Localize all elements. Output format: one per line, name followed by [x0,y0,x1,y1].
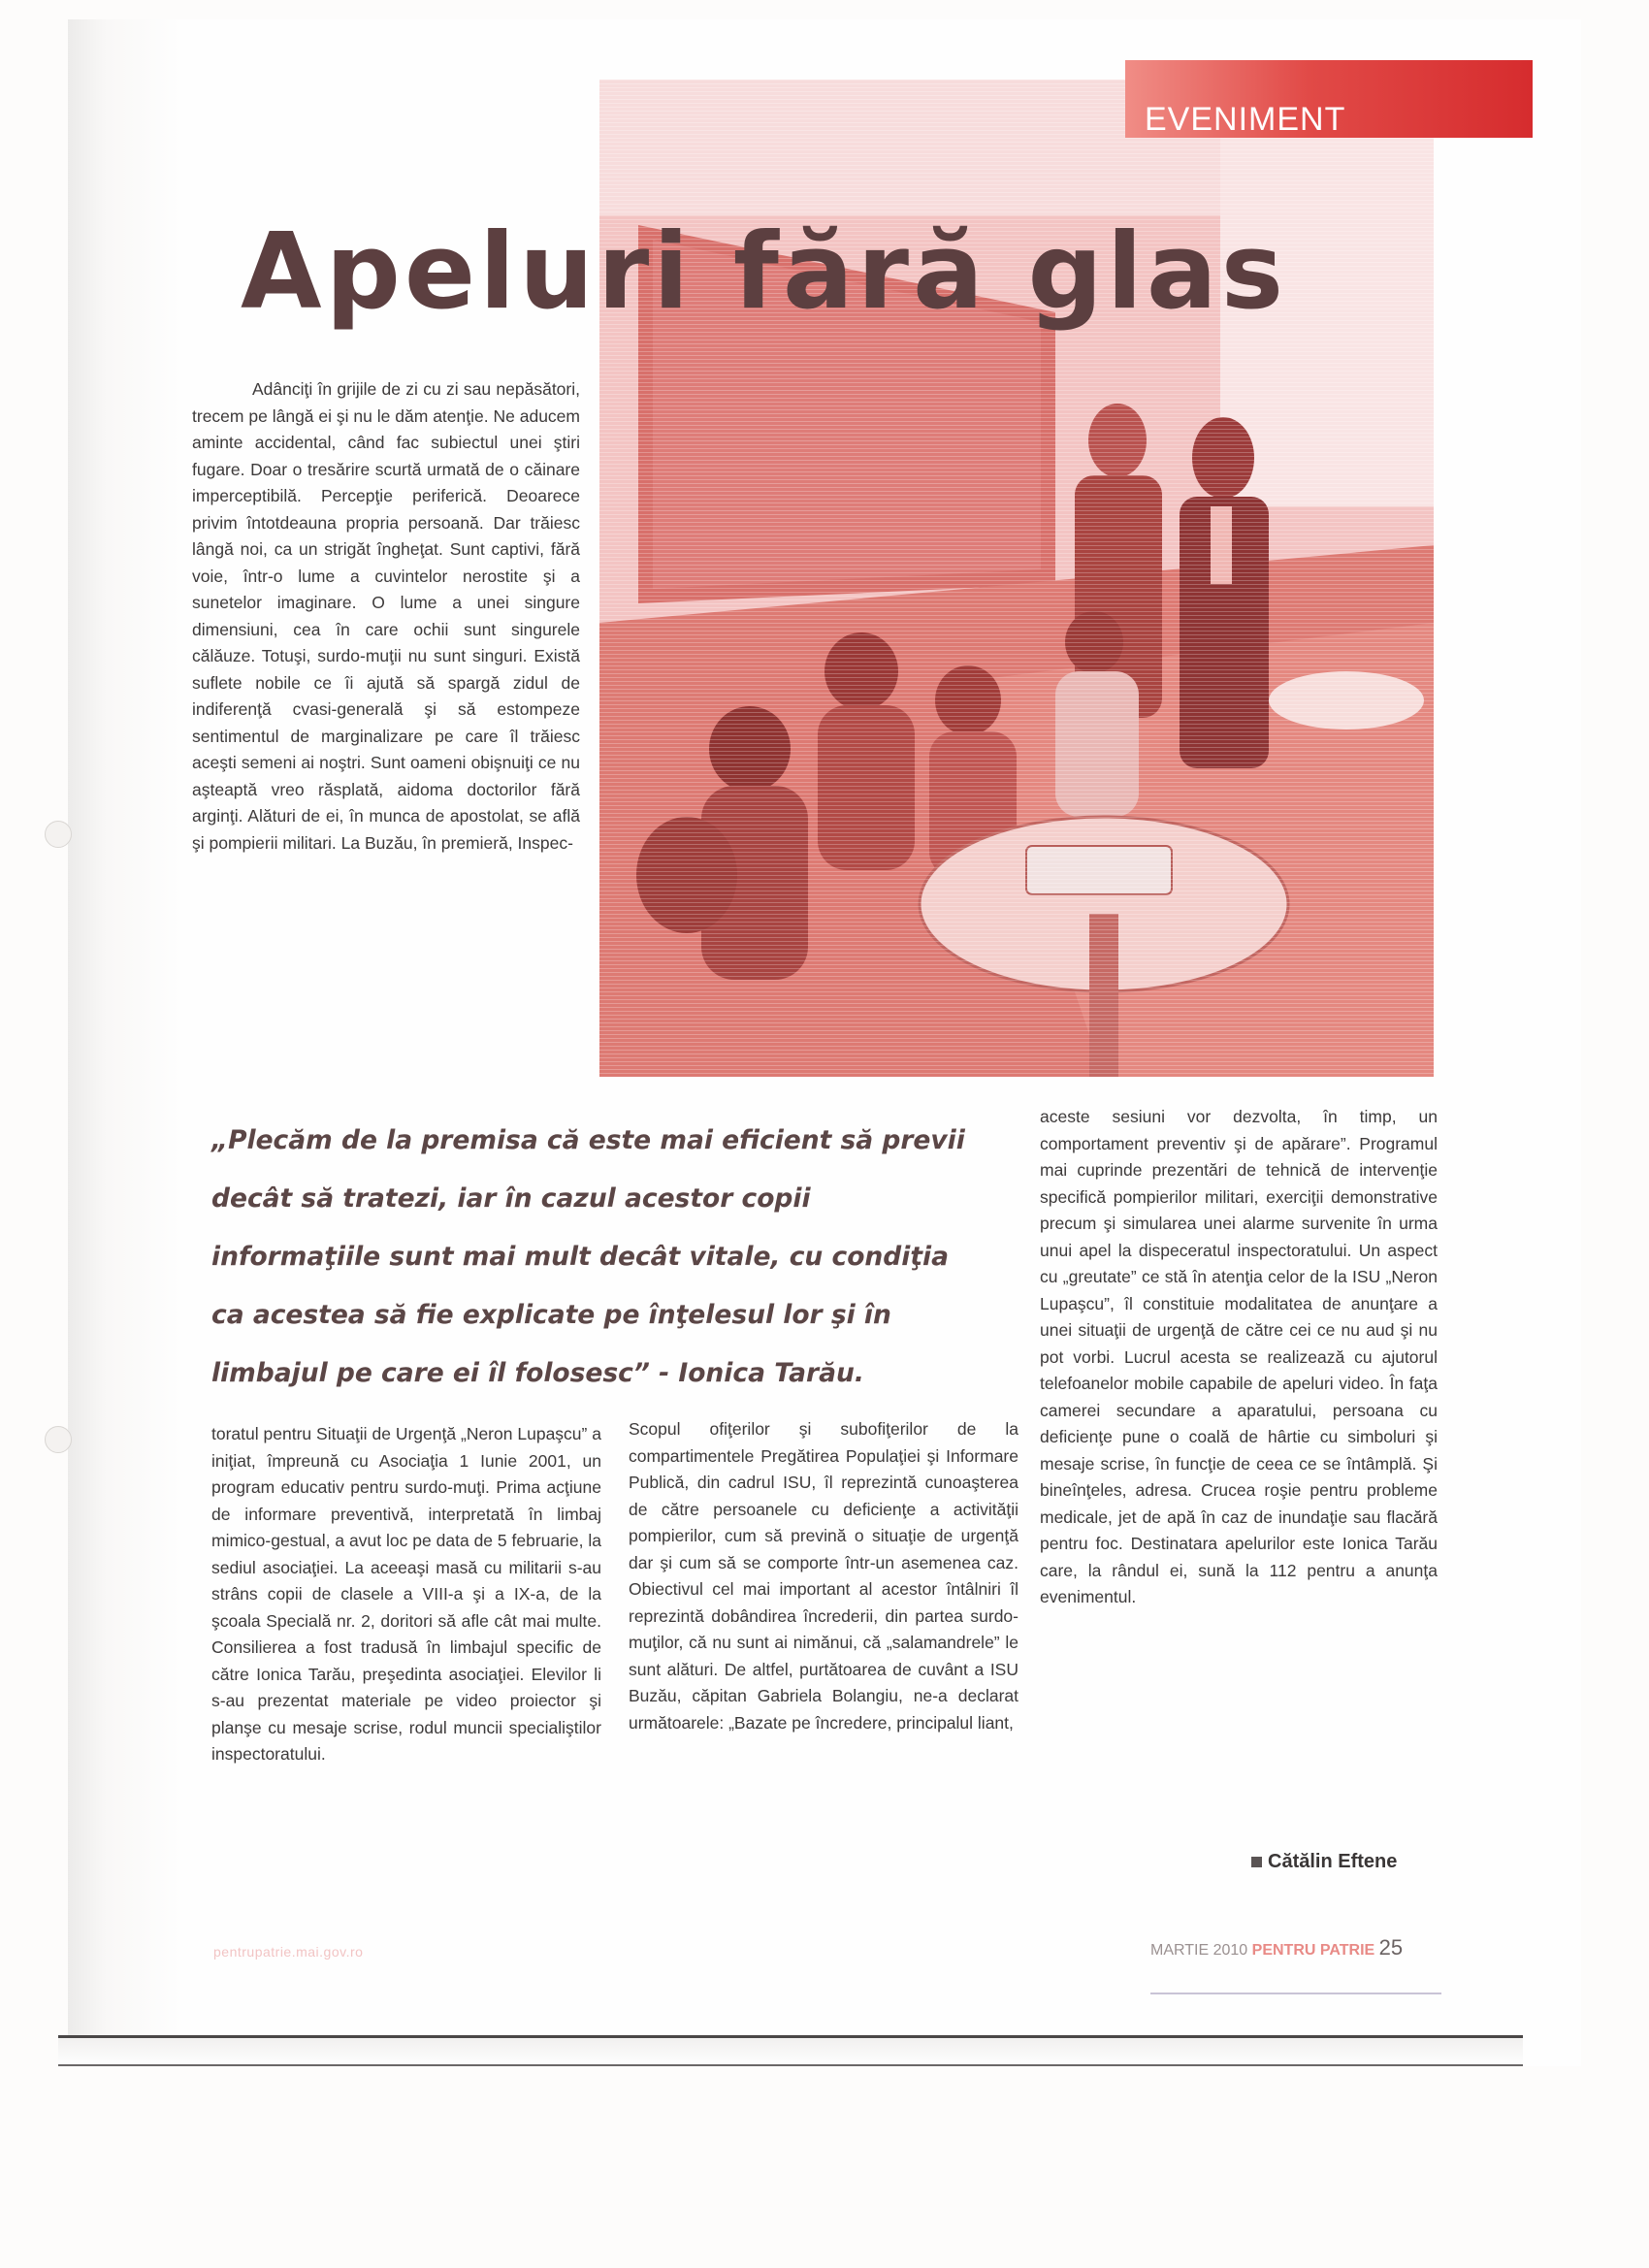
section-label: EVENIMENT [1125,60,1533,138]
body-column-3: aceste sesiuni vor dezvolta, în timp, un comportament preventiv şi de apărare”. Programul mai cuprinde prezentări de tehnică de intervenţie specifică pompierilor militari, exerciţii demonstrative precum şi simularea unei alarme survenite în urma unui apel la dispeceratul inspectoratului. Un aspect cu „greutate” ce stă în atenţia celor de la ISU „Neron Lupaşcu”, îl constituie modalitatea de anunţare a unei situaţii de urgenţă de către cei ce nu aud şi nu pot vorbi. Lucrul acesta se realizează cu ajutorul telefoanelor mobile capabile de apeluri video. În faţa camerei secundare a aparatului, persoana cu deficienţe pune o coală de hârtie cu simboluri şi mesaje scrise, în funcţie de ceea ce se întâmplă. Şi bineînţeles, adresa. Crucea roşie pentru probleme medicale, jet de apă în caz de inundaţie sau flacără pentru foc. Destinatara apelurilor este Ionica Tarău care, la rândul ei, sună la 112 pentru a anunţa evenimentul. [1040,1107,1438,1606]
punch-hole [45,1426,72,1453]
footer-rule [1150,1993,1441,1994]
body-column-2: Scopul ofiţerilor şi subofiţerilor de la compartimentele Pregătirea Populaţiei şi Informare Publică, din cadrul ISU, îl reprezintă cunoaşterea de către persoanele cu deficienţe a activităţii pompierilor, cum să prevină o situaţie de urgenţă dar şi cum să se comporte într-un asemenea caz. Obiectivul cel mai important al acestor întâlniri îl reprezintă dobândirea încrederii, din partea surdo-muţilor, că nu sunt ai nimănui, că „salamandrele” le sunt alături. De altfel, purtătoarea de cuvânt a ISU Buzău, căpitan Gabriela Bolangiu, ne-a declarat următoarele: „Bazate pe încredere, principalul liant, [629,1419,1018,1733]
scanner-line [58,2035,1523,2038]
scanner-line [58,2064,1523,2066]
pull-quote: „Plecăm de la premisa că este mai eficient să previi decât să tratezi, iar în cazul acestor copii informaţiile sunt mai mult decât vitale, cu condiţia ca acestea să fie explicate pe înţelesul lor şi în limbajul pe care ei îl folosesc” - Ionica Tarău. [211,1125,965,1388]
punch-hole [45,821,72,848]
footer-website: pentrupatrie.mai.gov.ro [213,1944,364,1960]
body-column-1: toratul pentru Situaţii de Urgenţă „Neron Lupaşcu” a iniţiat, împreună cu Asociaţia 1 Iunie 2001, un program educativ pentru surdo-muţi. Prima acţiune de informare preventivă, interpretată în limbaj mimico-gestual, a avut loc pe data de 5 februarie, la sediul asociaţiei. La aceeaşi masă cu militarii s-au strâns copii de clasele a VIII-a şi a IX-a, de la şcoala Specială nr. 2, doritori să afle cât mai multe. Consilierea a fost tradusă în limbajul specific de către Ionica Tarău, preşedinta asociaţiei. Elevilor li s-au prezentat materiale pe video proiector şi planşe cu mesaje scrise, rodul muncii specialiştilor inspectoratului. [211,1424,601,1764]
scanner-edge [58,2038,1523,2064]
footer-issue: MARTIE 2010 [1150,1942,1248,1959]
author-byline [1251,1851,1397,1873]
page-number: 25 [1378,1935,1404,1960]
article-headline: Apeluri fără glas [241,211,1288,333]
footer-folio [1150,1935,1403,1960]
byline-square-icon [1251,1857,1262,1867]
footer-magazine: PENTRU PATRIE [1251,1942,1375,1959]
lead-paragraph: Adânciţi în grijile de zi cu zi sau nepăsători, trecem pe lângă ei şi nu le dăm atenţie. Ne aducem aminte accidental, când fac subiectul unei ştiri fugare. Doar o tresărire scurtă urmată de o căinare imperceptibilă. Percepţie periferică. Deoarece privim întotdeauna propria persoană. Dar trăiesc lângă noi, ca un strigăt îngheţat. Sunt captivi, fără voie, într-o lume a cuvintelor nerostite şi a sunetelor imaginare. O lume a unei singure dimensiuni, cea în care ochii sunt singurele călăuze. Totuşi, surdo-muţii nu sunt singuri. Există suflete nobile ce îi ajută să spargă zidul de indiferenţă cvasi-generală şi să estompeze sentimentul de marginalizare pe care îl trăiesc aceşti semeni ai noştri. Sunt oameni obişnuiţi ce nu aşteaptă vreo răsplată, aidoma doctorilor fără arginţi. Alături de ei, în munca de apostolat, se află şi pompierii militari. La Buzău, în premieră, Inspec- [192,379,580,853]
author-name: Cătălin Eftene [1268,1851,1398,1872]
